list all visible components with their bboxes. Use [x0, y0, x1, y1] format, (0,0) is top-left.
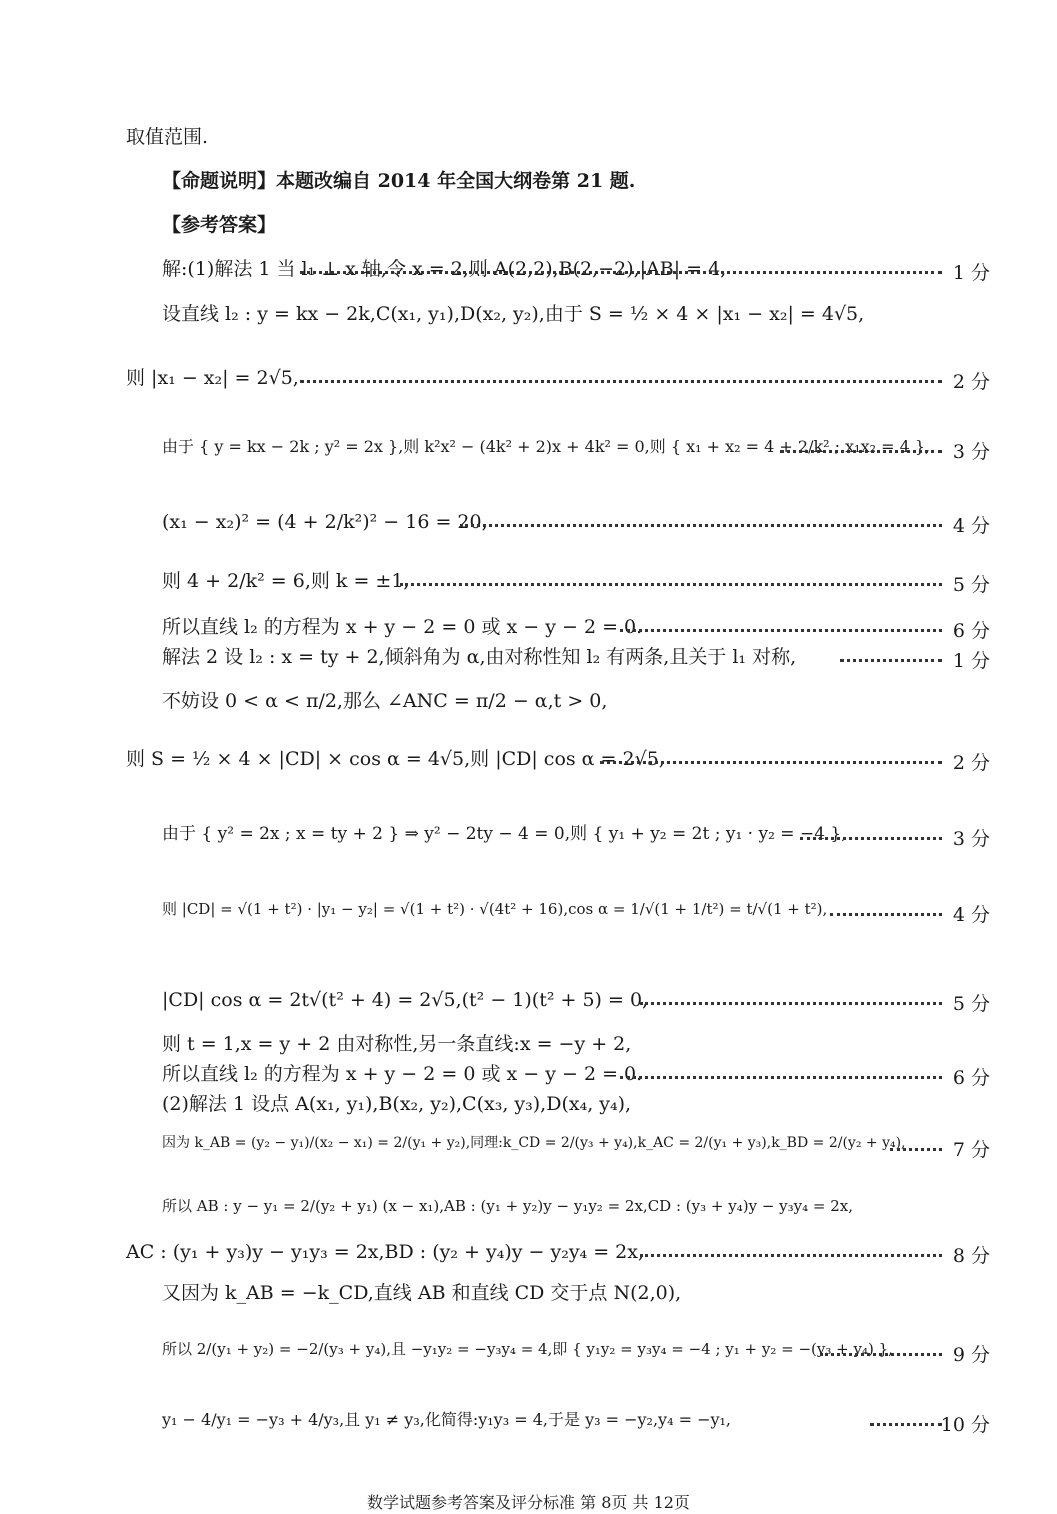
- page-footer: 数学试题参考答案及评分标准 第 8页 共 12页: [367, 1493, 690, 1512]
- score-marker: [460, 511, 990, 535]
- score-label: 5 分: [952, 574, 990, 594]
- score-marker: [620, 616, 990, 640]
- score-label: 6 分: [952, 620, 990, 640]
- score-label: 6 分: [952, 1067, 990, 1087]
- score-label: 4 分: [952, 904, 990, 924]
- score-label: 9 分: [952, 1344, 990, 1364]
- solution-line: 因为 k_AB = (y₂ − y₁)/(x₂ − x₁) = 2/(y₁ + y₂),同理:k_CD = 2/(y₃ + y₄),k_AC = 2/(y₁ + y₃),k_BD = 2/(y₂ + y₄),: [162, 1135, 906, 1151]
- score-label: 2 分: [952, 371, 990, 391]
- solution-line: 则 S = ½ × 4 × |CD| × cos α = 4√5,则 |CD| cos α = 2√5,: [126, 748, 665, 770]
- reference-answer-heading: 【参考答案】: [162, 214, 277, 236]
- score-label: 7 分: [952, 1139, 990, 1159]
- solution-line: 所以 AB : y − y₁ = 2/(y₂ + y₁) (x − x₁),AB : (y₁ + y₂)y − y₁y₂ = 2x,CD : (y₃ + y₄)y − y₃y₄ = 2x,: [162, 1197, 854, 1215]
- score-label: 8 分: [952, 1245, 990, 1265]
- solution-line: 解法 2 设 l₂ : x = ty + 2,倾斜角为 α,由对称性知 l₂ 有两条,且关于 l₁ 对称,: [162, 646, 797, 668]
- solution-line: 则 |CD| = √(1 + t²) · |y₁ − y₂| = √(1 + t²) · √(4t² + 16),cos α = 1/√(1 + 1/t²) = t/√(1 + t²),: [162, 900, 828, 918]
- score-label: 4 分: [952, 515, 990, 535]
- score-marker: [600, 748, 990, 772]
- solution-line: 则 |x₁ − x₂| = 2√5,: [126, 367, 299, 389]
- line-range: 取值范围.: [126, 126, 209, 148]
- score-marker: [830, 900, 990, 924]
- score-marker: [800, 824, 990, 848]
- solution-line: AC : (y₁ + y₃)y − y₁y₃ = 2x,BD : (y₂ + y₄)y − y₂y₄ = 2x,: [126, 1241, 645, 1263]
- solution-line: (x₁ − x₂)² = (4 + 2/k²)² − 16 = 20,: [162, 511, 488, 533]
- proposition-note: 【命题说明】本题改编自 2014 年全国大纲卷第 21 题.: [162, 170, 636, 192]
- solution-line: 所以直线 l₂ 的方程为 x + y − 2 = 0 或 x − y − 2 = 0.: [162, 616, 643, 638]
- score-marker: [300, 258, 990, 282]
- solution-line: (2)解法 1 设点 A(x₁, y₁),B(x₂, y₂),C(x₃, y₃),D(x₄, y₄),: [162, 1093, 632, 1115]
- solution-line: 不妨设 0 < α < π/2,那么 ∠ANC = π/2 − α,t > 0,: [162, 690, 608, 712]
- score-marker: [820, 1340, 990, 1364]
- score-marker: [300, 367, 990, 391]
- score-marker: [400, 570, 990, 594]
- score-label: 3 分: [952, 828, 990, 848]
- solution-line: 则 t = 1,x = y + 2 由对称性,另一条直线:x = −y + 2,: [162, 1033, 632, 1055]
- score-marker: [780, 437, 990, 461]
- score-label: 2 分: [952, 752, 990, 772]
- score-label: 1 分: [952, 262, 990, 282]
- solution-line: 由于 { y² = 2x ; x = ty + 2 } ⇒ y² − 2ty − 4 = 0,则 { y₁ + y₂ = 2t ; y₁ · y₂ = −4 },: [162, 824, 847, 844]
- score-marker: [620, 1063, 990, 1087]
- score-marker: [890, 1135, 990, 1159]
- score-label: 10 分: [940, 1414, 990, 1434]
- score-label: 1 分: [952, 650, 990, 670]
- solution-line: 由于 { y = kx − 2k ; y² = 2x },则 k²x² − (4k² + 2)x + 4k² = 0,则 { x₁ + x₂ = 4 + 2/k² ; x₁x₂ = 4 },: [162, 437, 931, 456]
- solution-line: 解:(1)解法 1 当 l₁ ⊥ x 轴,令 x = 2,则 A(2,2),B(2,−2),|AB| = 4,: [162, 258, 727, 280]
- solution-line: 设直线 l₂ : y = kx − 2k,C(x₁, y₁),D(x₂, y₂),由于 S = ½ × 4 × |x₁ − x₂| = 4√5,: [162, 303, 865, 325]
- score-marker: [640, 1241, 990, 1265]
- score-marker: [840, 646, 990, 670]
- solution-line: y₁ − 4/y₁ = −y₃ + 4/y₃,且 y₁ ≠ y₃,化简得:y₁y₃ = 4,于是 y₃ = −y₂,y₄ = −y₁,: [162, 1410, 732, 1429]
- solution-line: 则 4 + 2/k² = 6,则 k = ±1,: [162, 570, 410, 592]
- score-marker: [640, 989, 990, 1013]
- score-label: 5 分: [952, 993, 990, 1013]
- solution-line: 所以 2/(y₁ + y₂) = −2/(y₃ + y₄),且 −y₁y₂ = −y₃y₄ = 4,即 { y₁y₂ = y₃y₄ = −4 ; y₁ + y₂ = −(y₃ + y₄) },: [162, 1340, 893, 1358]
- solution-line: 所以直线 l₂ 的方程为 x + y − 2 = 0 或 x − y − 2 = 0.: [162, 1063, 643, 1085]
- solution-line: 又因为 k_AB = −k_CD,直线 AB 和直线 CD 交于点 N(2,0),: [162, 1282, 682, 1304]
- solution-line: |CD| cos α = 2t√(t² + 4) = 2√5,(t² − 1)(t² + 5) = 0,: [162, 989, 649, 1011]
- score-marker: [870, 1410, 990, 1434]
- score-label: 3 分: [952, 441, 990, 461]
